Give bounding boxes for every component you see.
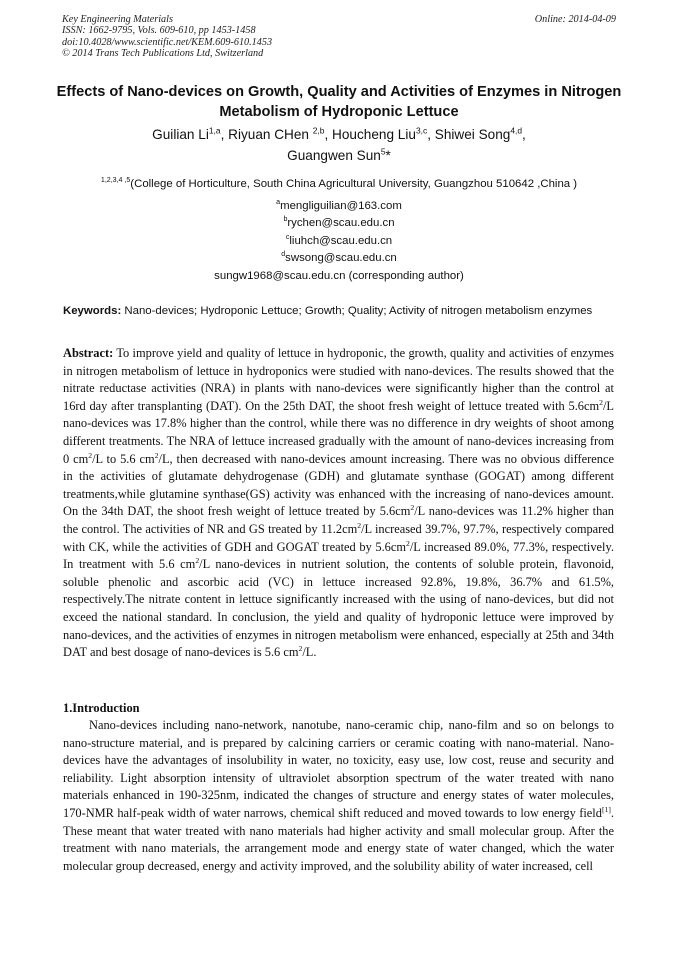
email-line: [100, 268, 578, 285]
email-sup: c: [285, 234, 290, 242]
affiliation: [40, 176, 638, 192]
email-line: [100, 250, 578, 267]
affiliation-sup: 1,2,3,4 ,5: [100, 177, 131, 185]
keywords-text: Nano-devices; Hydroponic Lettuce; Growth; Quality; Activity of nitrogen metabolism enzymes: [121, 305, 593, 317]
email-sup: d: [281, 251, 286, 259]
affiliation-text: (College of Horticulture, South China Agricultural University, Guangzhou 510642 ,China ): [130, 178, 578, 190]
abstract-text: /L increased 39.7%, 97.7%, respectively compared with CK, while the activities of GDH and GOGAT treated by 5.6cm: [63, 521, 615, 554]
section-heading-introduction: 1.Introduction: [63, 701, 140, 715]
author-name: Shiwei Song: [434, 127, 511, 142]
abstract-text: /L.: [302, 645, 317, 660]
citation-ref: [1]: [601, 804, 611, 814]
email-address: rychen@scau.edu.cn: [287, 217, 395, 230]
doi-line: doi:10.4028/www.scientific.net/KEM.609-610.1453: [62, 36, 273, 48]
unit-superscript: 2: [406, 538, 410, 548]
author-sep: ,: [427, 127, 435, 142]
unit-superscript: 2: [88, 450, 93, 460]
keywords: [63, 303, 614, 320]
abstract-text: /L nano-devices was 17.8% higher than the control, while there was no difference in dry weights of shoot among different treatments. The NRA of lettuce increased gradually with the amount of nano-devices increasing from 0 cm: [63, 398, 614, 466]
author-sup: 1,a: [208, 125, 221, 136]
author-sup: 5: [380, 146, 386, 157]
journal-name: Key Engineering Materials: [62, 14, 173, 25]
abstract-text: /L nano-devices in nutrient solution, the contents of soluble protein, flavonoid, soluble phenolic and ascorbic acid (VC) in lettuce increased 92.8%, 19.8%, 36.7% and 61.5%, respectively.The nitrate content in lettuce significantly increased with the using of nano-devices, but did not exceed the national standard. In conclusion, the yield and quality of hydroponic lettuce were improved by nano-devices, and the activities of enzymes in nitrogen metabolism were enhanced, especially at 25th and 34th DAT and best dosage of nano-devices is 5.6 cm: [63, 557, 615, 660]
unit-superscript: 2: [154, 450, 159, 460]
issn-line: ISSN: 1662-9795, Vols. 609-610, pp 1453-1458: [62, 25, 256, 37]
abstract-text: /L to 5.6 cm: [92, 451, 155, 466]
keywords-label: Keywords:: [63, 305, 122, 317]
abstract-text: To improve yield and quality of lettuce in hydroponic, the growth, quality and activities of enzymes in nitrogen metabolism of lettuce in hydroponics were studied with nano-devices. The results showed that the nitrate reductase activities (NRA) in plants with nano-devices were significantly higher than the control at 16rd day after transplanting (DAT). On the 25th DAT, the shoot fresh weight of lettuce treated with 5.6cm: [63, 346, 614, 413]
abstract-text: /L nano-devices was 11.2% higher than the control. The activities of NR and GS treated by 11.2cm: [63, 504, 614, 536]
abstract-label: Abstract:: [63, 346, 114, 360]
author-sup: 4,d: [510, 125, 523, 136]
journal-header: [62, 14, 616, 60]
intro-text: Nano-devices including nano-network, nanotube, nano-ceramic chip, nano-film and so on belongs to nano-structure material, and is prepared by calcining carriers or ceramic coating with nano-material. Nano-devices have the advantages of insolubility in water, no toxicity, easy use, low cost, reuse and security and reliability. Light absorption intensity of ultraviolet absorption spectrum of the water treated with nano materials enhanced in 190-325nm, indicated the changes of structure and energy states of water molecules, 170-NMR half-peak width of water narrows, chemical shift reduced and moved towards to low energy field: [63, 718, 614, 820]
introduction-paragraph: [63, 717, 614, 875]
email-sup: b: [283, 216, 288, 224]
unit-superscript: 2: [357, 520, 362, 530]
email-line: [100, 198, 578, 215]
author-name: Guilian Li: [152, 127, 209, 142]
email-address: swsong@scau.edu.cn: [285, 252, 397, 265]
author-list: [60, 124, 618, 166]
author-sep: ,: [220, 127, 229, 142]
online-date: Online: 2014-04-09: [534, 14, 616, 25]
author-sep: ,: [522, 127, 526, 142]
abstract: [63, 345, 614, 662]
unit-superscript: 2: [298, 643, 303, 653]
author-name: Riyuan CHen: [228, 127, 313, 142]
copyright-line: © 2014 Trans Tech Publications Ltd, Switzerland: [62, 48, 264, 60]
intro-text: . These meant that water treated with nano materials had higher activity and small molecular group. After the treatment with nano materials, the arrangement mode and energy state of water changed, which the water molecular group decreased, energy and activity improved, and the solubility ability of water increased, cell: [63, 805, 614, 873]
author-name: Houcheng Liu: [332, 127, 416, 142]
paper-title: Effects of Nano-devices on Growth, Quality and Activities of Enzymes in Nitrogen Metabolism of Hydroponic Lettuce: [56, 84, 622, 120]
author-sep: *: [385, 148, 391, 163]
email-list: [100, 198, 578, 285]
author-name: Guangwen Sun: [287, 148, 381, 163]
email-line: [100, 215, 578, 232]
abstract-text: /L increased 89.0%, 77.3%, respectively. In treatment with 5.6 cm: [63, 539, 614, 572]
author-sup: 3,c: [415, 125, 428, 136]
email-sup: a: [276, 199, 281, 207]
unit-superscript: 2: [195, 556, 200, 565]
author-sup: 2,b: [312, 125, 325, 136]
abstract-text: /L, then decreased with nano-devices amount increasing. There was no obvious difference in the activities of glutamate dehydrogenase (GDH) and glutamate synthase (GOGAT) among different treatments,while glutamine synthase(GS) activity was enhanced with the increasing of nano-devices amount. On the 34th DAT, the shoot fresh weight of lettuce treated by 5.6cm: [63, 451, 615, 519]
email-address: sungw1968@scau.edu.cn (corresponding author): [214, 269, 464, 282]
email-address: liuhch@scau.edu.cn: [289, 234, 393, 247]
unit-superscript: 2: [410, 503, 415, 513]
author-sep: ,: [324, 127, 333, 142]
email-address: mengliguilian@163.com: [280, 200, 402, 212]
unit-superscript: 2: [599, 397, 603, 407]
email-line: [100, 233, 578, 250]
